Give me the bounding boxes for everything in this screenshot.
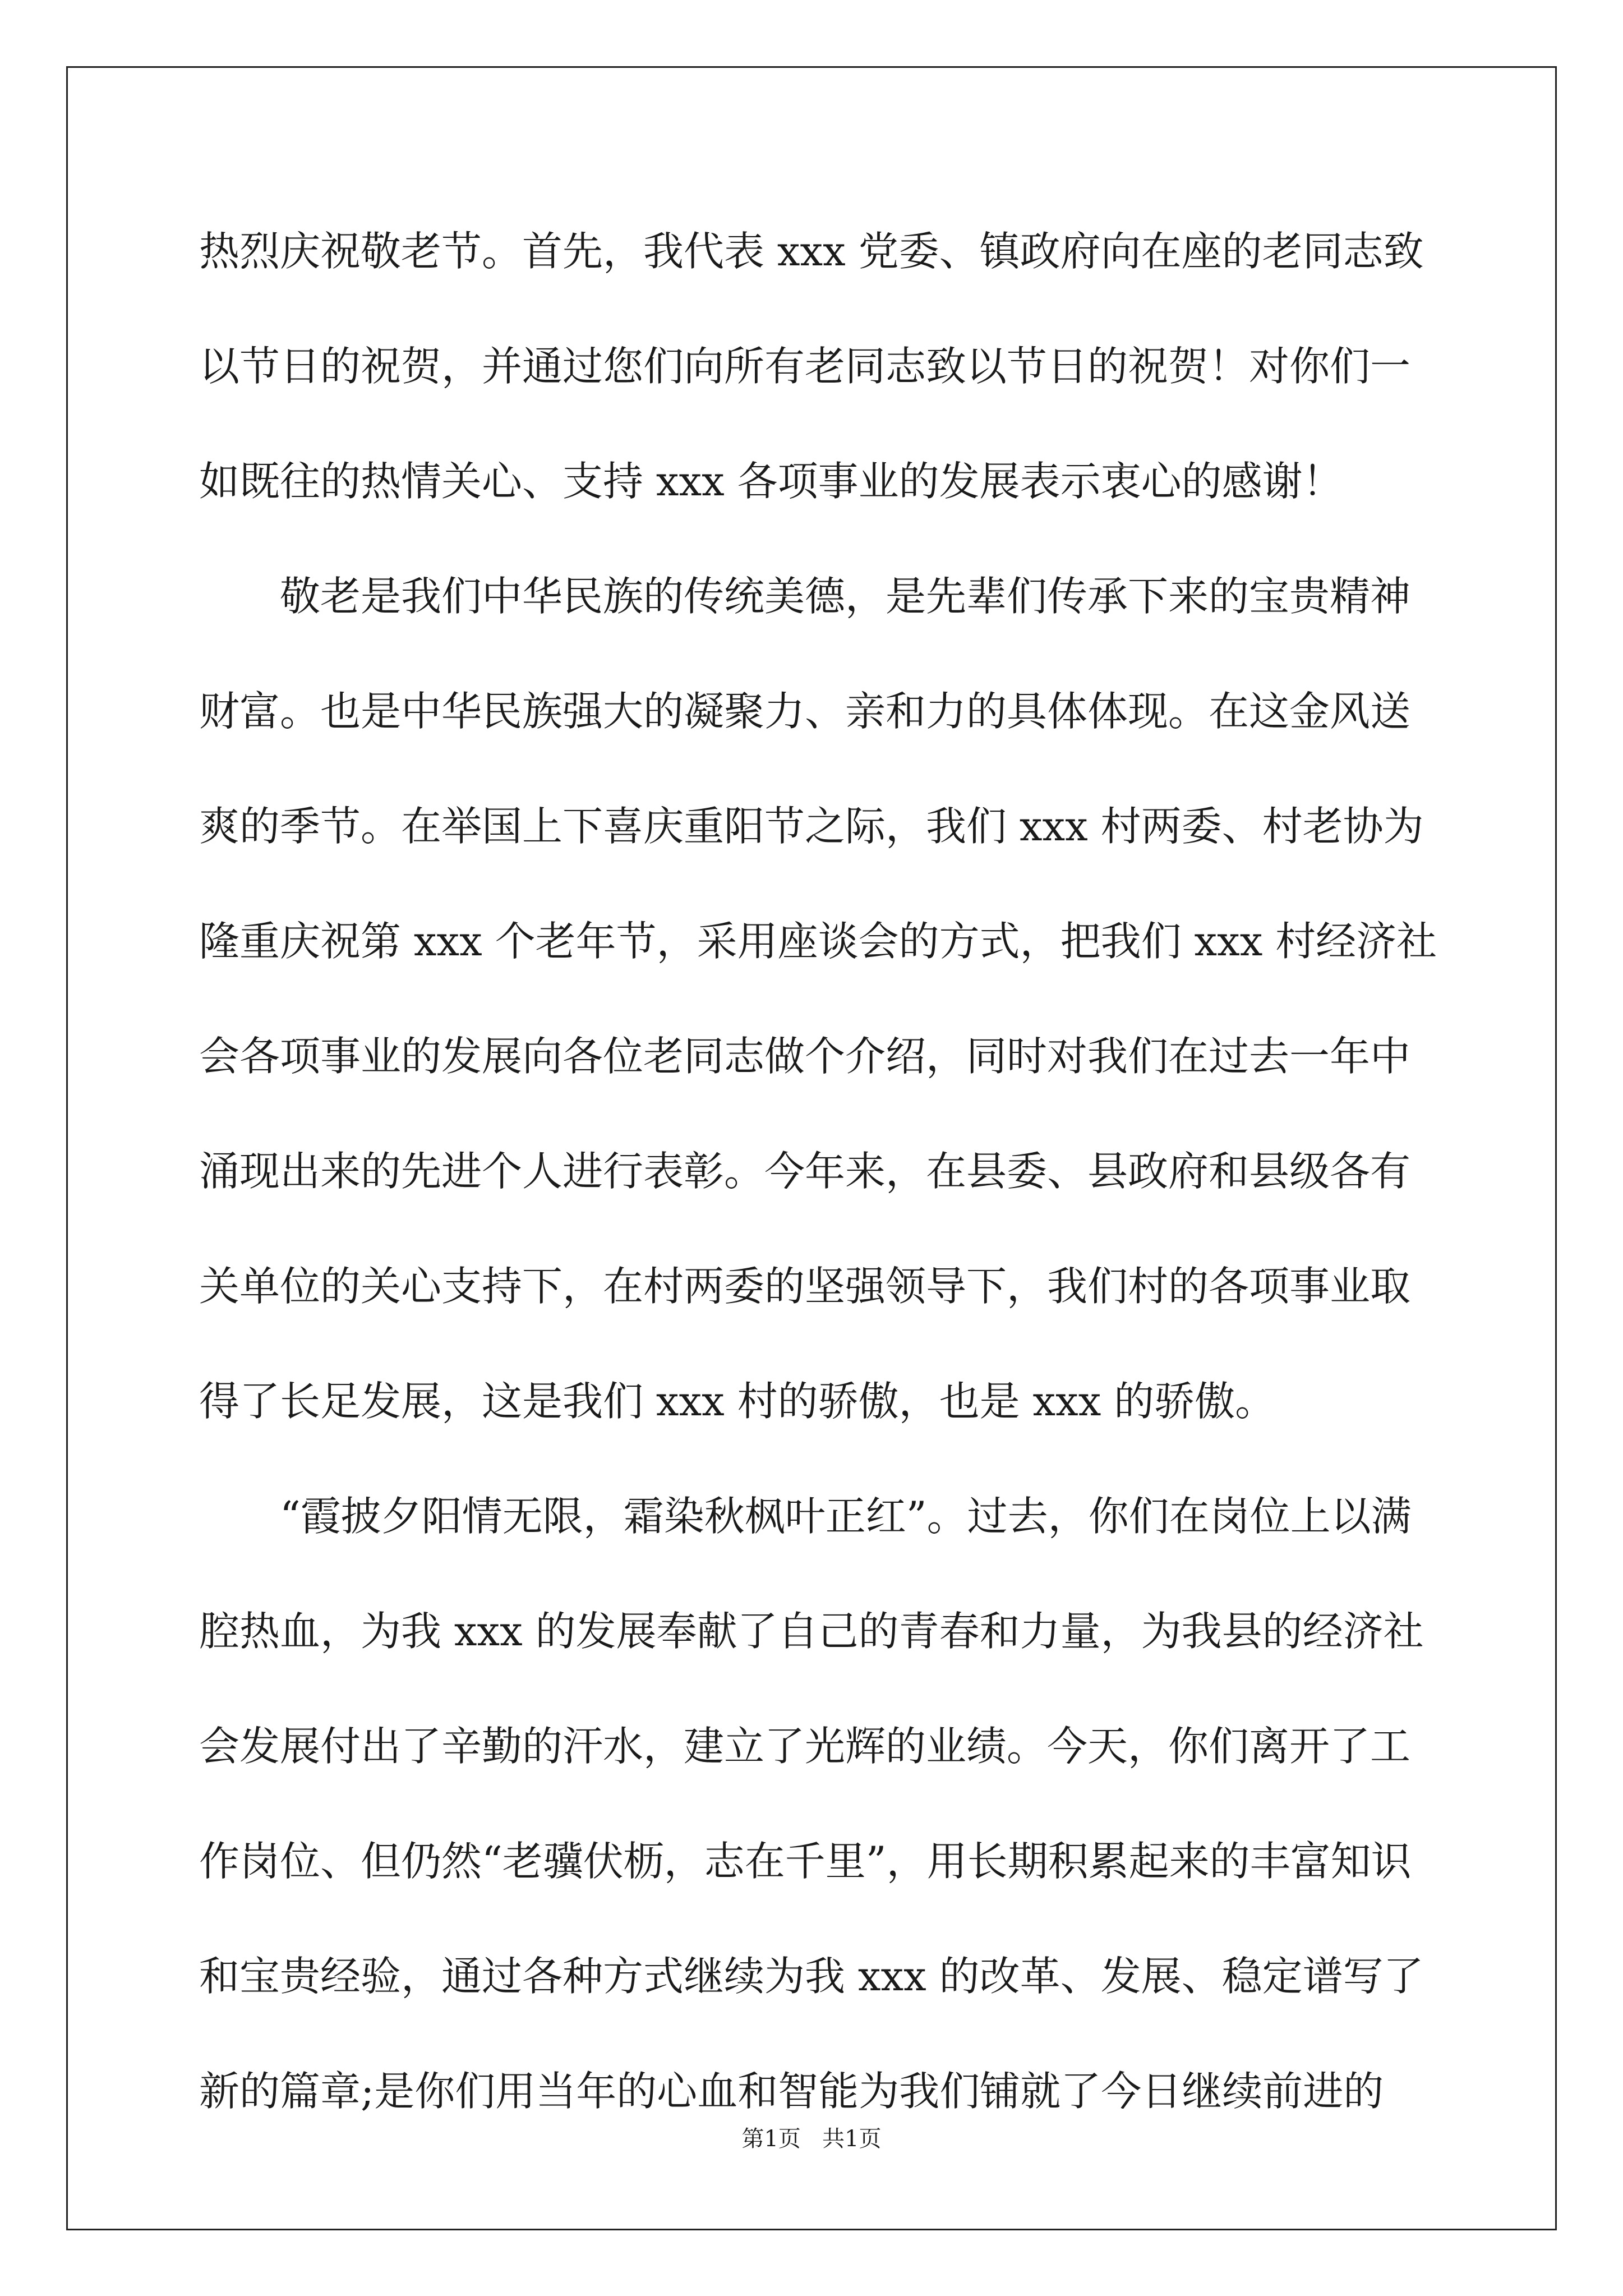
text-line: 热烈庆祝敬老节。首先，我代表 xxx 党委、镇政府向在座的老同志致: [199, 228, 1424, 275]
text-line: 爽的季节。在举国上下喜庆重阳节之际，我们 xxx 村两委、村老协为: [199, 803, 1424, 850]
text-line: 财富。也是中华民族强大的凝聚力、亲和力的具体体现。在这金风送: [199, 688, 1411, 735]
text-line: 如既往的热情关心、支持 xxx 各项事业的发展表示衷心的感谢！: [199, 458, 1343, 505]
text-line: 会发展付出了辛勤的汗水，建立了光辉的业绩。今天，你们离开了工: [199, 1723, 1411, 1770]
page-number: 第1页 共1页: [741, 2126, 882, 2152]
text-line: 作岗位、但仍然“老骥伏枥，志在千里”，用长期积累起来的丰富知识: [199, 1838, 1412, 1885]
text-line: 隆重庆祝第 xxx 个老年节，采用座谈会的方式，把我们 xxx 村经济社: [199, 918, 1437, 965]
text-line: 得了长足发展，这是我们 xxx 村的骄傲，也是 xxx 的骄傲。: [199, 1378, 1276, 1425]
document-body: [199, 206, 1437, 2161]
text-line: 以节日的祝贺，并通过您们向所有老同志致以节日的祝贺！对你们一: [199, 343, 1411, 390]
text-line: 关单位的关心支持下，在村两委的坚强领导下，我们村的各项事业取: [199, 1263, 1411, 1310]
text-line: 腔热血，为我 xxx 的发展奉献了自己的青春和力量，为我县的经济社: [199, 1608, 1424, 1655]
text-line: 敬老是我们中华民族的传统美德，是先辈们传承下来的宝贵精神: [199, 573, 1411, 620]
text-line: 和宝贵经验，通过各种方式继续为我 xxx 的改革、发展、稳定谱写了: [199, 1953, 1424, 2000]
text-line: “霞披夕阳情无限，霜染秋枫叶正红”。过去，你们在岗位上以满: [199, 1493, 1412, 1540]
text-line: 涌现出来的先进个人进行表彰。今年来，在县委、县政府和县级各有: [199, 1148, 1411, 1195]
text-line: 新的篇章;是你们用当年的心血和智能为我们铺就了今日继续前进的: [199, 2068, 1384, 2115]
text-line: 会各项事业的发展向各位老同志做个介绍，同时对我们在过去一年中: [199, 1033, 1411, 1080]
